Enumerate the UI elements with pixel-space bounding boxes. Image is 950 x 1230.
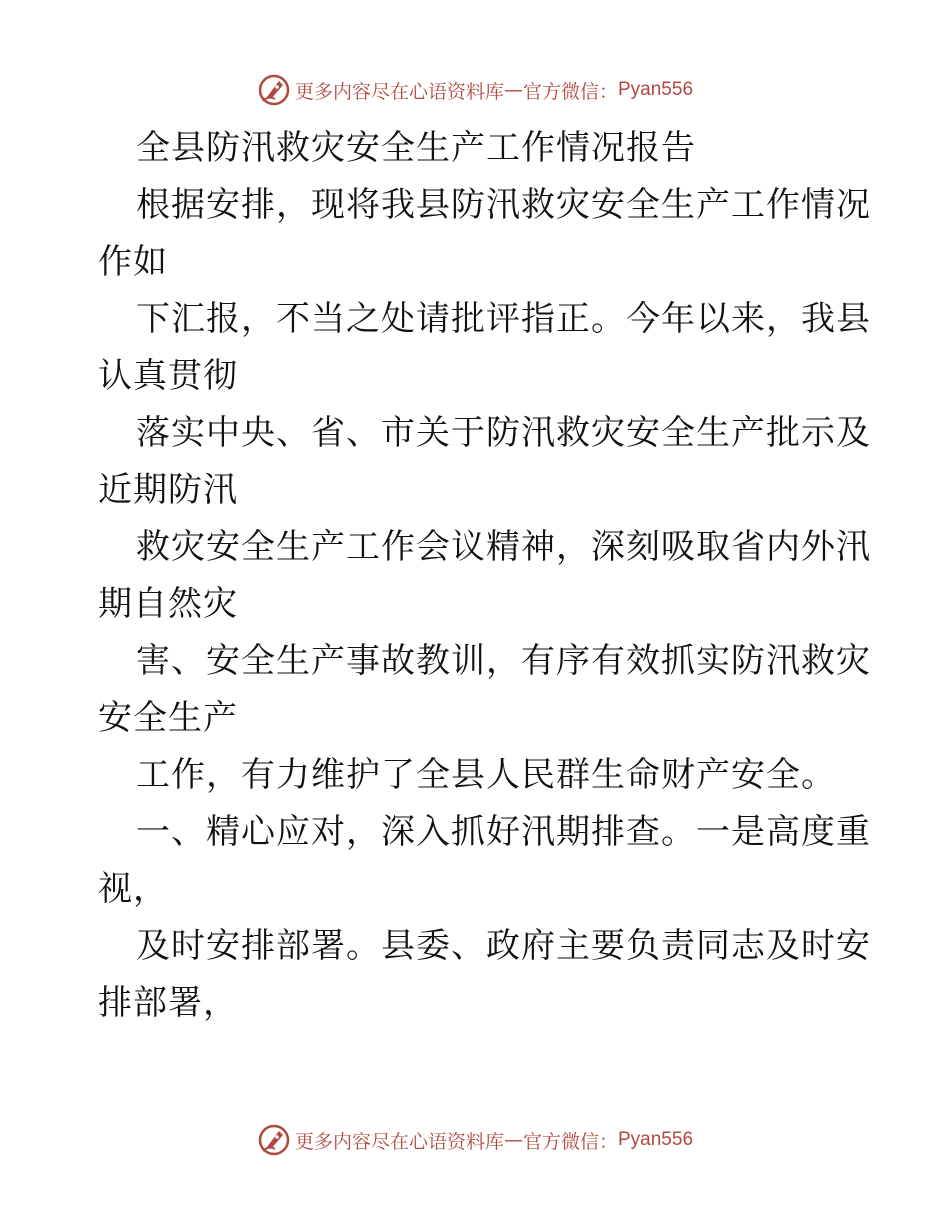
watermark-text: 更多内容尽在心语资料库 xyxy=(294,80,504,103)
text-line: 近期防汛 xyxy=(98,470,238,510)
watermark-separator: — xyxy=(503,1129,523,1151)
text-line: 视， xyxy=(98,869,168,909)
text-line: 根据安排，现将我县防汛救灾安全生产工作情况 xyxy=(136,185,871,225)
text-line: 落实中央、省、市关于防汛救灾安全生产批示及 xyxy=(136,413,871,453)
text-line: 全县防汛救灾安全生产工作情况报告 xyxy=(136,128,696,168)
fountain-pen-logo-icon xyxy=(257,1123,291,1157)
text-line: 害、安全生产事故教训，有序有效抓实防汛救灾 xyxy=(136,641,871,681)
text-line: 安全生产 xyxy=(98,698,238,738)
text-line: 期自然灾 xyxy=(98,584,238,624)
text-line: 工作，有力维护了全县人民群生命财产安全。 xyxy=(136,755,836,795)
watermark-banner-top xyxy=(0,70,950,110)
watermark-banner-bottom xyxy=(0,1120,950,1160)
watermark-wechat-id: Pyan556 xyxy=(618,79,694,100)
fountain-pen-logo-icon xyxy=(257,73,291,107)
watermark-text: 更多内容尽在心语资料库 xyxy=(294,1130,504,1153)
watermark-wechat-id: Pyan556 xyxy=(618,1129,694,1150)
text-line: 认真贯彻 xyxy=(98,356,238,396)
text-line: 作如 xyxy=(98,242,168,282)
text-line: 下汇报，不当之处请批评指正。今年以来，我县 xyxy=(136,299,871,339)
text-line: 救灾安全生产工作会议精神，深刻吸取省内外汛 xyxy=(136,527,871,567)
text-line: 排部署， xyxy=(98,983,238,1023)
text-line: 及时安排部署。县委、政府主要负责同志及时安 xyxy=(136,926,871,966)
document-body xyxy=(98,120,871,1032)
watermark-separator: — xyxy=(503,79,523,101)
text-line: 一、精心应对，深入抓好汛期排查。一是高度重 xyxy=(136,812,871,852)
watermark-wechat-label: 官方微信： xyxy=(522,80,618,103)
watermark-wechat-label: 官方微信： xyxy=(522,1130,618,1153)
